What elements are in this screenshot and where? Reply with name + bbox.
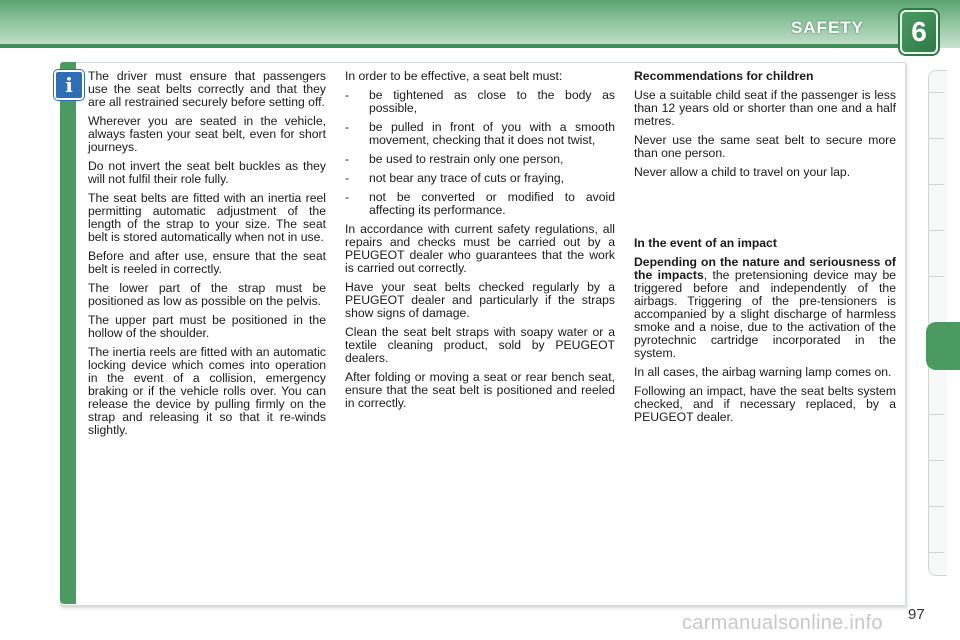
column-seat-belt-requirements	[345, 70, 615, 416]
paragraph: The lower part of the strap must be positioned as low as possible on the pelvis.	[88, 281, 326, 308]
paragraph: Clean the seat belt straps with soapy water or a textile cleaning product, sold by PEUGEOT dealers.	[345, 325, 615, 365]
paragraph: Following an impact, have the seat belts system checked, and if necessary replaced, by a PEUGEOT dealer.	[634, 384, 896, 424]
section-title: SAFETY	[790, 18, 864, 37]
impact-heading: In the event of an impact	[634, 236, 777, 250]
column-seat-belt-usage	[88, 70, 326, 443]
paragraph: Wherever you are seated in the vehicle, always fasten your seat belt, even for short journeys.	[88, 114, 326, 154]
tab-divider	[928, 506, 944, 507]
bullet-marker: -	[345, 152, 350, 166]
bullet-marker: -	[345, 88, 350, 102]
tab-divider	[928, 552, 944, 553]
tab-divider	[928, 230, 944, 231]
tab-divider	[928, 276, 944, 277]
chapter-tab-active[interactable]	[926, 322, 960, 370]
paragraph: Use a suitable child seat if the passenger is less than 12 years old or shorter than one and a half metres.	[634, 88, 896, 128]
list-item-text: be used to restrain only one person,	[369, 152, 564, 166]
paragraph: The seat belts are fitted with an inertia reel permitting automatic adjustment of the length of the strap to your size. The seat belt is stored automatically when not in use.	[88, 191, 326, 244]
tab-divider	[928, 184, 944, 185]
impact-paragraph	[634, 256, 896, 360]
tab-divider	[928, 414, 944, 415]
left-accent-rail	[60, 62, 76, 604]
paragraph: Do not invert the seat belt buckles as they will not fulfil their role fully.	[88, 159, 326, 186]
header-stripe	[0, 44, 900, 48]
impact-lead-bold: Depending on the nature and seriousness of the impacts	[634, 255, 896, 282]
watermark: carmanualsonline.info	[682, 612, 883, 634]
chapter-number-badge: 6	[900, 10, 938, 54]
paragraph: Before and after use, ensure that the seat belt is reeled in correctly.	[88, 249, 326, 276]
paragraph: In all cases, the airbag warning lamp comes on.	[634, 365, 892, 379]
paragraph: Never use the same seat belt to secure more than one person.	[634, 133, 896, 160]
column-children-and-impact	[634, 70, 896, 430]
paragraph: The driver must ensure that passengers use the seat belts correctly and that they are all restrained securely before setting off.	[88, 69, 326, 109]
tab-divider	[928, 92, 944, 93]
bullet-marker: -	[345, 120, 350, 134]
page-number: 97	[908, 606, 925, 623]
paragraph: The inertia reels are fitted with an automatic locking device which comes into operation in the event of a collision, emergency braking or if the vehicle rolls over. You can release the device by pulling firmly on the strap and releasing it so that it re-winds slightly.	[88, 345, 326, 437]
list-item-text: be pulled in front of you with a smooth movement, checking that it does not twist,	[369, 120, 615, 147]
children-heading: Recommendations for children	[634, 69, 814, 83]
paragraph: Never allow a child to travel on your lap.	[634, 165, 851, 179]
list-item-text: be tightened as close to the body as possible,	[369, 88, 615, 115]
list-item-text: not bear any trace of cuts or fraying,	[369, 171, 565, 185]
paragraph: The upper part must be positioned in the hollow of the shoulder.	[88, 313, 326, 340]
bullet-marker: -	[345, 171, 350, 185]
impact-lead-rest: , the pretensioning device may be triggered before and independently of the airbags. Triggering of the pre-tensioners is accompanied by a slight discharge of harmless smoke and a noise, due to the activation of the pyrotechnic cartridge incorporated in the system.	[634, 268, 896, 360]
column-spacer	[634, 185, 896, 237]
tab-divider	[928, 460, 944, 461]
list-item	[345, 172, 615, 185]
list-item	[345, 89, 615, 115]
bullet-marker: -	[345, 190, 350, 204]
paragraph: In accordance with current safety regulations, all repairs and checks must be carried out by a PEUGEOT dealer who guarantees that the work is carried out correctly.	[345, 222, 615, 275]
info-icon: i	[54, 70, 84, 100]
list-item	[345, 153, 615, 166]
list-item-text: not be converted or modified to avoid affecting its performance.	[369, 190, 615, 217]
list-item	[345, 121, 615, 147]
paragraph: After folding or moving a seat or rear bench seat, ensure that the seat belt is positioned and reeled in correctly.	[345, 370, 615, 410]
tab-divider	[928, 138, 944, 139]
list-item	[345, 191, 615, 217]
intro-text: In order to be effective, a seat belt must:	[345, 69, 563, 83]
paragraph: Have your seat belts checked regularly by a PEUGEOT dealer and particularly if the straps show signs of damage.	[345, 280, 615, 320]
